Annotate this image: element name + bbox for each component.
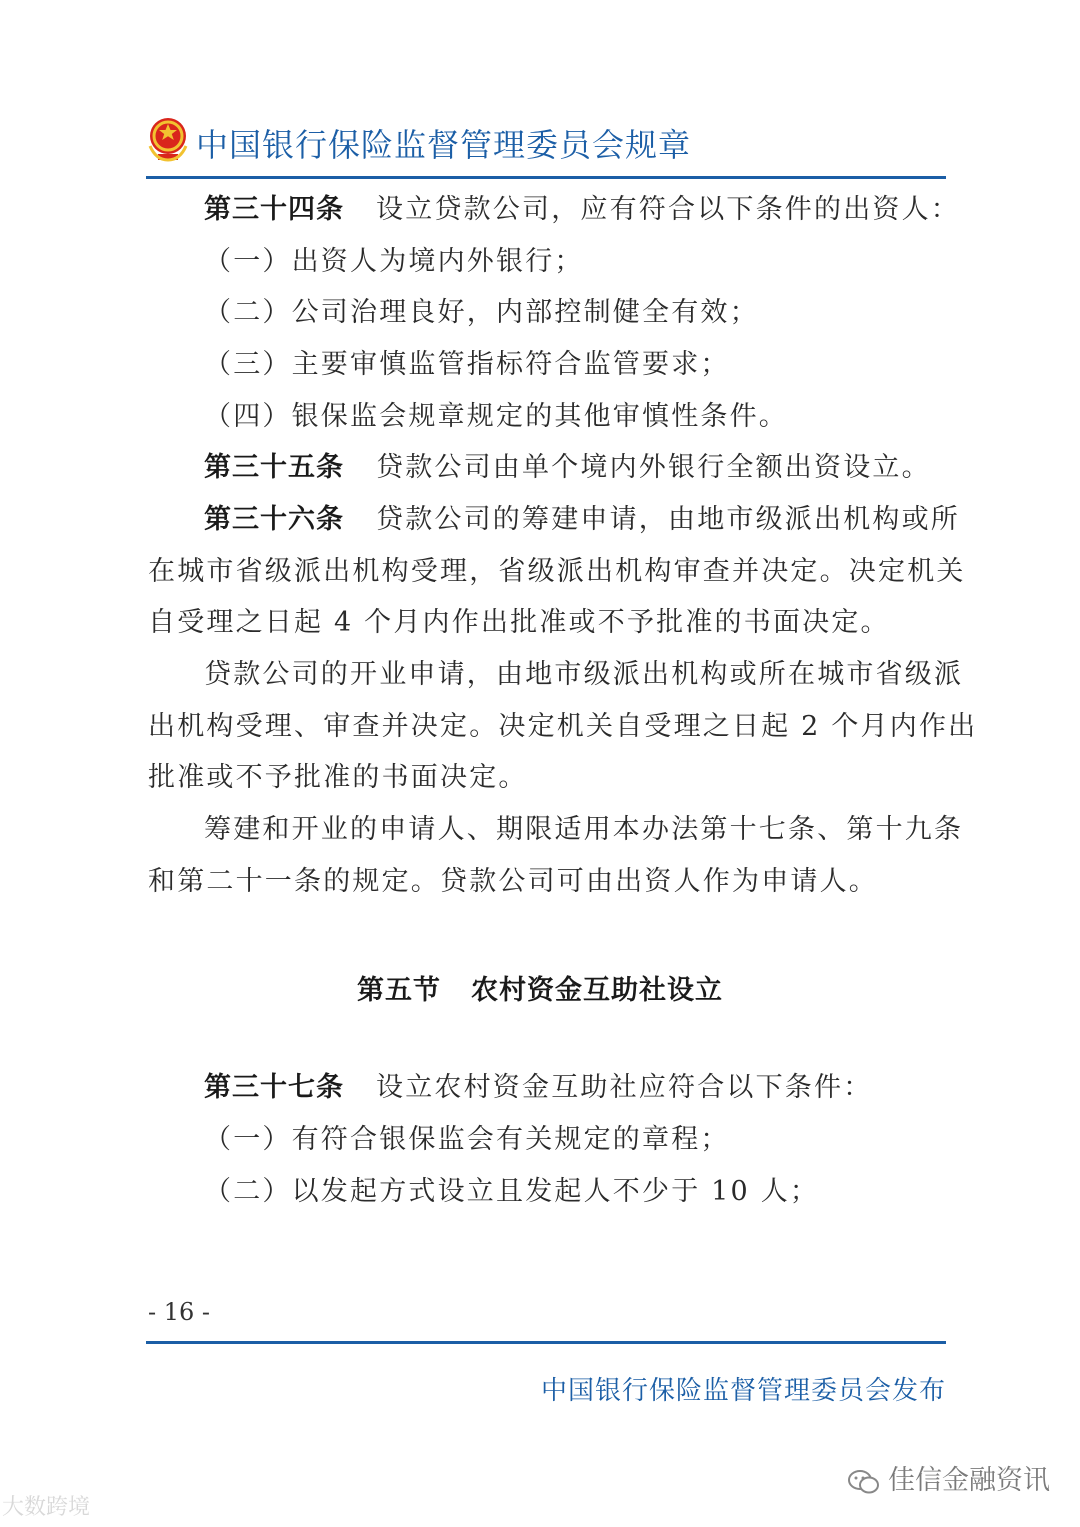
article-37 <box>204 1068 1004 1108</box>
article-36-p2-line-2: 出机构受理、审查并决定。决定机关自受理之日起 2 个月内作出 <box>148 711 978 742</box>
article-36-p3-line-2: 和第二十一条的规定。贷款公司可由出资人作为申请人。 <box>148 866 878 897</box>
article-36-line-2: 在城市省级派出机构受理，省级派出机构审查并决定。决定机关 <box>148 556 966 587</box>
footer-publisher: 中国银行保险监督管理委员会发布 <box>540 1376 946 1406</box>
article-36-text: 贷款公司的筹建申请，由地市级派出机构或所 <box>376 504 960 535</box>
watermark-right-text: 佳信金融资讯 <box>888 1465 1050 1496</box>
header-divider <box>146 176 946 179</box>
article-34 <box>204 190 1004 230</box>
page-number: - 16 - <box>148 1298 211 1326</box>
article-34-item-3: （三）主要审慎监管指标符合监管要求； <box>204 349 730 380</box>
article-36-p3-line-1: 筹建和开业的申请人、期限适用本办法第十七条、第十九条 <box>204 814 964 845</box>
article-34-text: 设立贷款公司，应有符合以下条件的出资人： <box>376 194 960 225</box>
section-heading <box>0 968 1080 1007</box>
article-36-p2-line-3: 批准或不予批准的书面决定。 <box>148 762 528 793</box>
article-37-item-1: （一）有符合银保监会有关规定的章程； <box>204 1124 730 1155</box>
article-37-item-2: （二）以发起方式设立且发起人不少于 10 人； <box>204 1176 820 1207</box>
article-36 <box>204 500 1004 540</box>
footer-divider <box>146 1341 946 1344</box>
article-35-text: 贷款公司由单个境内外银行全额出资设立。 <box>376 452 931 483</box>
article-37-text: 设立农村资金互助社应符合以下条件： <box>376 1072 873 1103</box>
article-34-item-1: （一）出资人为境内外银行； <box>204 246 584 277</box>
article-34-item-4: （四）银保监会规章规定的其他审慎性条件。 <box>204 401 788 432</box>
watermark-left-text: 大数跨境 <box>2 1495 91 1520</box>
article-34-item-2: （二）公司治理良好，内部控制健全有效； <box>204 297 759 328</box>
article-37-label: 第三十七条 <box>204 1072 344 1103</box>
watermark-left <box>2 1490 90 1521</box>
article-36-label: 第三十六条 <box>204 504 344 535</box>
article-36-line-3: 自受理之日起 4 个月内作出批准或不予批准的书面决定。 <box>148 607 890 638</box>
watermark-right <box>848 1458 1050 1497</box>
article-36-p2-line-1: 贷款公司的开业申请，由地市级派出机构或所在城市省级派 <box>204 659 964 690</box>
section-title: 农村资金互助社设立 <box>471 975 723 1006</box>
article-35-label: 第三十五条 <box>204 452 344 483</box>
national-emblem-icon <box>146 116 190 162</box>
page-header <box>146 112 946 172</box>
header-title: 中国银行保险监督管理委员会规章 <box>196 126 692 164</box>
wechat-icon <box>848 1469 880 1495</box>
article-35 <box>204 448 1004 488</box>
section-number: 第五节 <box>357 975 441 1006</box>
article-34-label: 第三十四条 <box>204 194 344 225</box>
